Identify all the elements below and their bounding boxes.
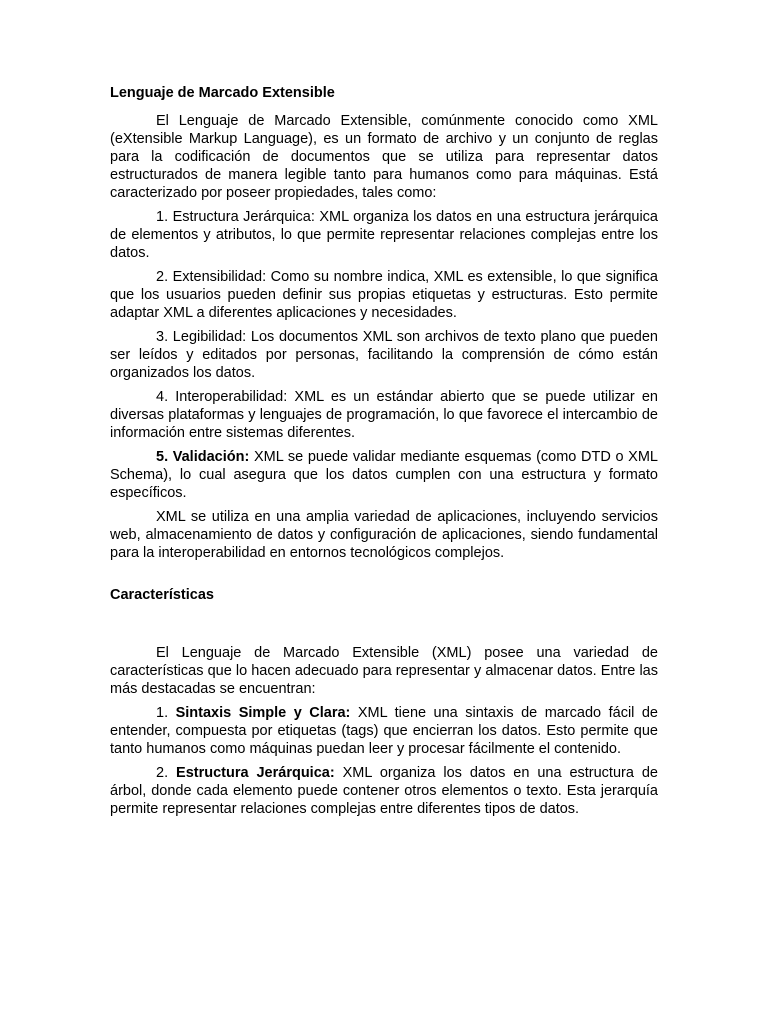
- property-item-1: 1. Estructura Jerárquica: XML organiza los datos en una estructura jerárquica de elementos y atributos, lo que permite representar relaciones complejas entre los datos.: [110, 209, 658, 261]
- section-title-xml: Lenguaje de Marcado Extensible: [110, 85, 335, 101]
- property-item-5-text: XML se puede validar mediante esquemas (como DTD o XML Schema), lo cual asegura que los datos cumplen con una estructura y formato específicos.: [110, 449, 659, 501]
- caracteristica-item-1-number: 1.: [156, 705, 176, 721]
- property-item-5-label: 5. Validación:: [156, 449, 250, 465]
- property-item-3: 3. Legibilidad: Los documentos XML son archivos de texto plano que pueden ser leídos y editados por personas, facilitando la comprensión de cómo están organizados los datos.: [110, 329, 658, 381]
- caracteristica-item-2: [110, 764, 658, 818]
- caracteristica-item-1-label: Sintaxis Simple y Clara:: [175, 705, 351, 721]
- intro-paragraph: El Lenguaje de Marcado Extensible, comúnmente conocido como XML (eXtensible Markup Language), es un formato de archivo y un conjunto de reglas para la codificación de documentos que se utiliza para representar datos estructurados de manera legible tanto para humanos como para máquinas. Está caracterizado por poseer propiedades, tales como:: [110, 113, 658, 201]
- section-title-caracteristicas: Características: [110, 587, 214, 603]
- property-item-5: [110, 448, 658, 502]
- caracteristica-item-2-label: Estructura Jerárquica:: [176, 765, 335, 781]
- property-item-2: 2. Extensibilidad: Como su nombre indica, XML es extensible, lo que significa que los usuarios pueden definir sus propias etiquetas y estructuras. Esto permite adaptar XML a diferentes aplicaciones y necesidades.: [110, 269, 658, 321]
- caracteristica-item-2-number: 2.: [156, 765, 177, 781]
- closing-paragraph: XML se utiliza en una amplia variedad de aplicaciones, incluyendo servicios web, almacenamiento de datos y configuración de aplicaciones, siendo fundamental para la interoperabilidad en entornos tecnológicos complejos.: [110, 509, 658, 561]
- property-item-4: 4. Interoperabilidad: XML es un estándar abierto que se puede utilizar en diversas plataformas y lenguajes de programación, lo que favorece el intercambio de información entre sistemas diferentes.: [110, 389, 658, 441]
- caracteristica-item-1-text: XML tiene una sintaxis de marcado fácil de entender, compuesta por etiquetas (tags) que encierran los datos. Esto permite que tanto humanos como máquinas puedan leer y procesar fácilmente el contenido.: [110, 705, 658, 757]
- caracteristicas-intro: El Lenguaje de Marcado Extensible (XML) posee una variedad de características que lo hacen adecuado para representar y almacenar datos. Entre las más destacadas se encuentran:: [110, 645, 658, 697]
- caracteristica-item-1: [110, 704, 658, 758]
- caracteristica-item-2-text: XML organiza los datos en una estructura de árbol, donde cada elemento puede contener otros elementos o texto. Esta jerarquía permite representar relaciones complejas entre diferentes tipos de datos.: [110, 765, 658, 817]
